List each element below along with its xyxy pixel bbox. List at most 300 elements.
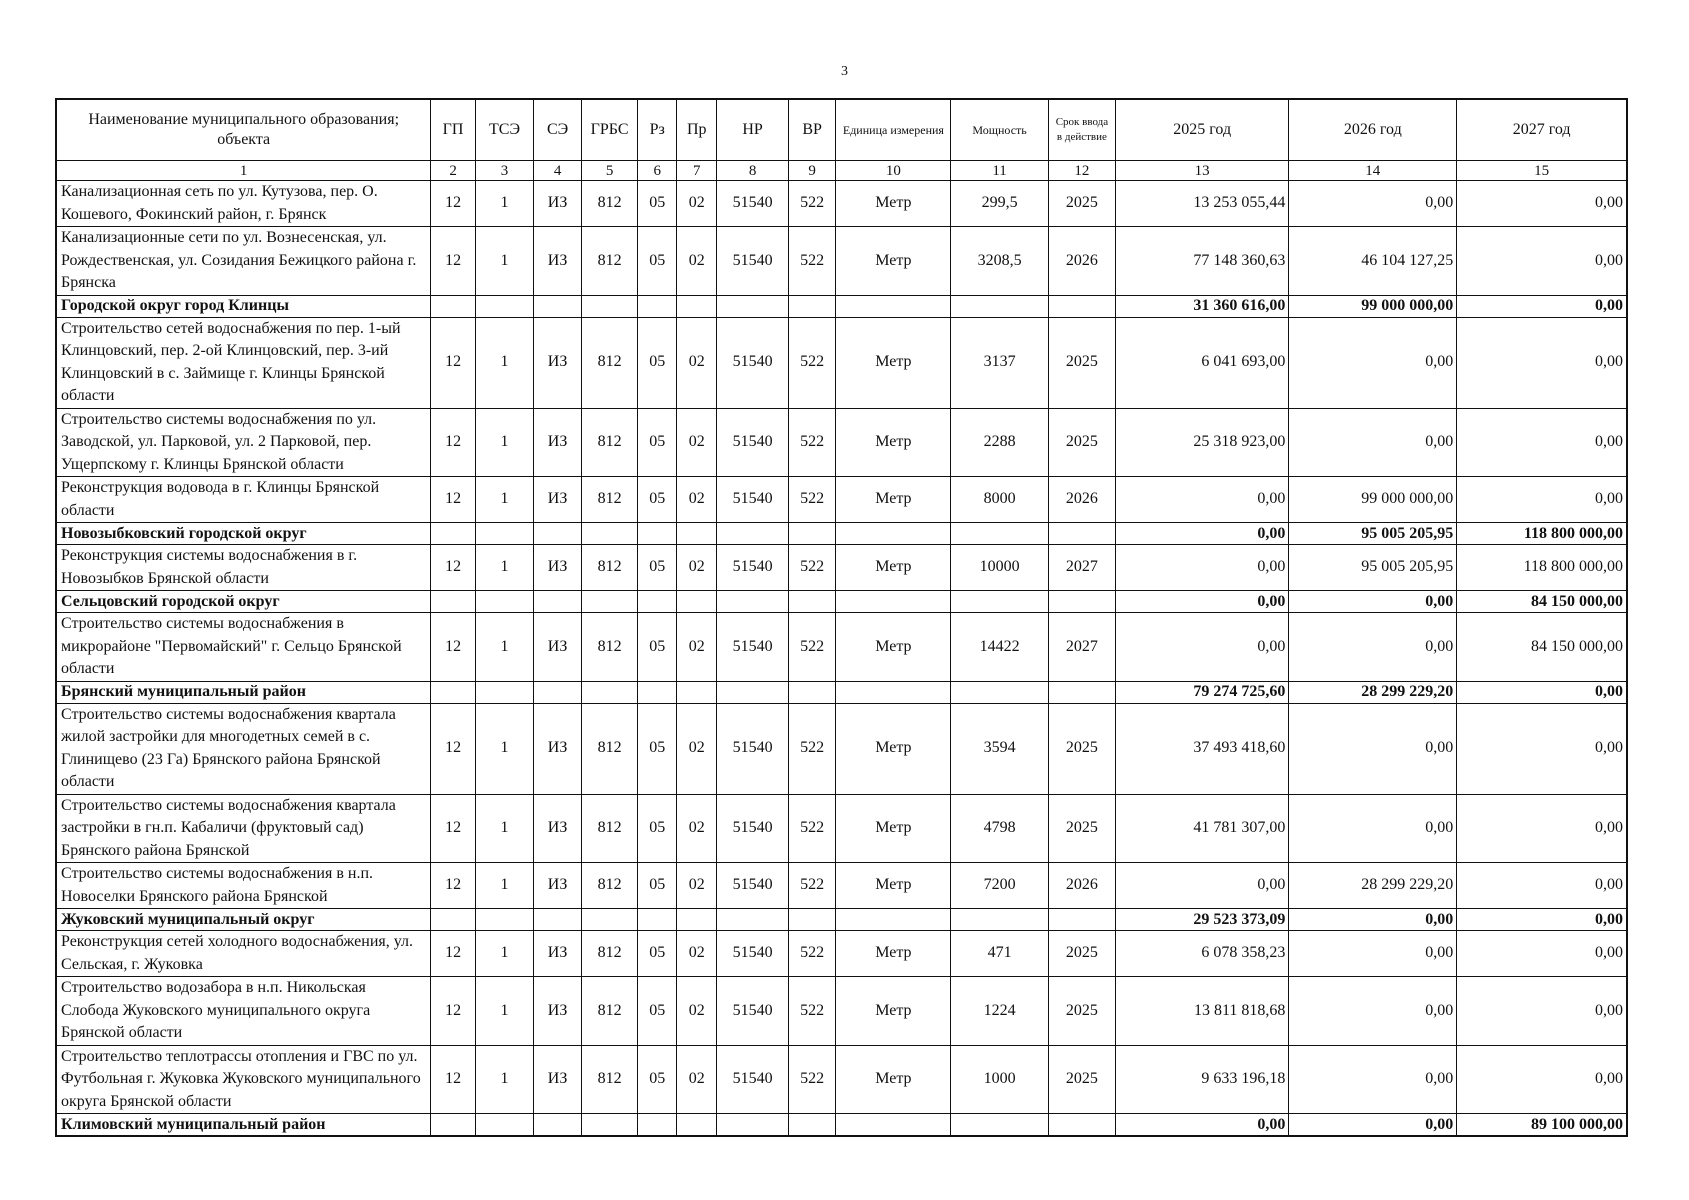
column-number: 8 xyxy=(717,161,789,181)
rz-cell: 05 xyxy=(638,181,677,227)
power-cell: 1000 xyxy=(951,1045,1049,1114)
gp-cell xyxy=(431,591,475,613)
gp-cell: 12 xyxy=(431,227,475,296)
power-cell: 3594 xyxy=(951,703,1049,794)
vr-cell: 522 xyxy=(788,317,836,408)
tse-cell: 1 xyxy=(475,794,534,863)
se-cell: ИЗ xyxy=(534,977,582,1046)
tse-cell xyxy=(475,295,534,317)
term-cell: 2026 xyxy=(1048,863,1115,909)
term-cell: 2025 xyxy=(1048,317,1115,408)
term-cell xyxy=(1048,681,1115,703)
table-row xyxy=(56,545,1627,591)
grbs-cell xyxy=(581,1114,637,1137)
name-cell: Строительство системы водоснабжения квартала застройки в гн.п. Кабаличи (фруктовый сад) Брянского района Брянской xyxy=(56,794,431,863)
rz-cell xyxy=(638,681,677,703)
gp-cell: 12 xyxy=(431,703,475,794)
power-cell: 10000 xyxy=(951,545,1049,591)
nr-cell xyxy=(717,591,789,613)
vr-cell: 522 xyxy=(788,977,836,1046)
pr-cell xyxy=(677,681,717,703)
investment-table xyxy=(55,98,1628,1137)
header-tse: ТСЭ xyxy=(475,99,534,161)
vr-cell xyxy=(788,523,836,545)
se-cell: ИЗ xyxy=(534,545,582,591)
nr-cell: 51540 xyxy=(717,181,789,227)
column-number: 4 xyxy=(534,161,582,181)
amount-2027-cell: 0,00 xyxy=(1457,703,1627,794)
amount-2026-cell: 95 005 205,95 xyxy=(1289,523,1457,545)
amount-2025-cell: 37 493 418,60 xyxy=(1116,703,1289,794)
name-cell: Климовский муниципальный район xyxy=(56,1114,431,1137)
nr-cell xyxy=(717,523,789,545)
term-cell: 2026 xyxy=(1048,227,1115,296)
nr-cell: 51540 xyxy=(717,613,789,682)
nr-cell: 51540 xyxy=(717,931,789,977)
amount-2027-cell: 0,00 xyxy=(1457,977,1627,1046)
unit-cell: Метр xyxy=(836,794,951,863)
group-total-row xyxy=(56,909,1627,931)
se-cell xyxy=(534,591,582,613)
vr-cell: 522 xyxy=(788,477,836,523)
grbs-cell: 812 xyxy=(581,545,637,591)
column-number: 7 xyxy=(677,161,717,181)
amount-2025-cell: 0,00 xyxy=(1116,591,1289,613)
tse-cell: 1 xyxy=(475,408,534,477)
amount-2026-cell: 46 104 127,25 xyxy=(1289,227,1457,296)
unit-cell: Метр xyxy=(836,545,951,591)
pr-cell xyxy=(677,295,717,317)
se-cell: ИЗ xyxy=(534,703,582,794)
amount-2027-cell: 0,00 xyxy=(1457,1045,1627,1114)
rz-cell xyxy=(638,591,677,613)
group-total-row xyxy=(56,295,1627,317)
unit-cell: Метр xyxy=(836,931,951,977)
amount-2025-cell: 6 041 693,00 xyxy=(1116,317,1289,408)
name-cell: Строительство системы водоснабжения по ул. Заводской, ул. Парковой, ул. 2 Парковой, пер. Ущерпскому г. Клинцы Брянской области xyxy=(56,408,431,477)
tse-cell xyxy=(475,909,534,931)
nr-cell: 51540 xyxy=(717,227,789,296)
table-row xyxy=(56,613,1627,682)
power-cell: 7200 xyxy=(951,863,1049,909)
gp-cell: 12 xyxy=(431,863,475,909)
name-cell: Строительство системы водоснабжения в микрорайоне "Первомайский" г. Сельцо Брянской области xyxy=(56,613,431,682)
gp-cell: 12 xyxy=(431,794,475,863)
amount-2027-cell: 89 100 000,00 xyxy=(1457,1114,1627,1137)
unit-cell: Метр xyxy=(836,317,951,408)
header-rz: Рз xyxy=(638,99,677,161)
rz-cell xyxy=(638,523,677,545)
power-cell: 1224 xyxy=(951,977,1049,1046)
header-term: Срок ввода в действие xyxy=(1048,99,1115,161)
se-cell xyxy=(534,909,582,931)
amount-2025-cell: 0,00 xyxy=(1116,523,1289,545)
grbs-cell: 812 xyxy=(581,1045,637,1114)
unit-cell xyxy=(836,909,951,931)
rz-cell: 05 xyxy=(638,545,677,591)
se-cell: ИЗ xyxy=(534,408,582,477)
pr-cell xyxy=(677,591,717,613)
table-row xyxy=(56,977,1627,1046)
power-cell: 4798 xyxy=(951,794,1049,863)
name-cell: Новозыбковский городской округ xyxy=(56,523,431,545)
pr-cell: 02 xyxy=(677,977,717,1046)
rz-cell: 05 xyxy=(638,977,677,1046)
header-vr: ВР xyxy=(788,99,836,161)
grbs-cell: 812 xyxy=(581,613,637,682)
column-number: 15 xyxy=(1457,161,1627,181)
table-row xyxy=(56,703,1627,794)
rz-cell: 05 xyxy=(638,931,677,977)
name-cell: Канализационная сеть по ул. Кутузова, пер. О. Кошевого, Фокинский район, г. Брянск xyxy=(56,181,431,227)
se-cell xyxy=(534,523,582,545)
rz-cell: 05 xyxy=(638,794,677,863)
grbs-cell: 812 xyxy=(581,703,637,794)
rz-cell: 05 xyxy=(638,227,677,296)
vr-cell: 522 xyxy=(788,408,836,477)
term-cell: 2025 xyxy=(1048,931,1115,977)
vr-cell xyxy=(788,1114,836,1137)
amount-2026-cell: 0,00 xyxy=(1289,931,1457,977)
gp-cell: 12 xyxy=(431,317,475,408)
unit-cell xyxy=(836,591,951,613)
grbs-cell xyxy=(581,681,637,703)
name-cell: Городской округ город Клинцы xyxy=(56,295,431,317)
vr-cell xyxy=(788,295,836,317)
pr-cell xyxy=(677,909,717,931)
gp-cell xyxy=(431,295,475,317)
nr-cell: 51540 xyxy=(717,1045,789,1114)
group-total-row xyxy=(56,591,1627,613)
pr-cell xyxy=(677,1114,717,1137)
nr-cell: 51540 xyxy=(717,977,789,1046)
header-gp: ГП xyxy=(431,99,475,161)
power-cell: 471 xyxy=(951,931,1049,977)
unit-cell xyxy=(836,681,951,703)
unit-cell: Метр xyxy=(836,977,951,1046)
table-row xyxy=(56,1045,1627,1114)
rz-cell: 05 xyxy=(638,703,677,794)
pr-cell: 02 xyxy=(677,408,717,477)
se-cell xyxy=(534,295,582,317)
rz-cell: 05 xyxy=(638,408,677,477)
amount-2025-cell: 25 318 923,00 xyxy=(1116,408,1289,477)
amount-2026-cell: 0,00 xyxy=(1289,1045,1457,1114)
name-cell: Канализационные сети по ул. Вознесенская, ул. Рождественская, ул. Созидания Бежицкого района г. Брянска xyxy=(56,227,431,296)
amount-2027-cell: 0,00 xyxy=(1457,295,1627,317)
rz-cell: 05 xyxy=(638,1045,677,1114)
unit-cell: Метр xyxy=(836,181,951,227)
pr-cell: 02 xyxy=(677,477,717,523)
vr-cell: 522 xyxy=(788,613,836,682)
grbs-cell: 812 xyxy=(581,477,637,523)
vr-cell xyxy=(788,909,836,931)
power-cell xyxy=(951,295,1049,317)
tse-cell: 1 xyxy=(475,545,534,591)
grbs-cell: 812 xyxy=(581,863,637,909)
unit-cell xyxy=(836,1114,951,1137)
amount-2026-cell: 0,00 xyxy=(1289,317,1457,408)
nr-cell: 51540 xyxy=(717,317,789,408)
se-cell: ИЗ xyxy=(534,794,582,863)
grbs-cell: 812 xyxy=(581,408,637,477)
column-number: 9 xyxy=(788,161,836,181)
column-number: 3 xyxy=(475,161,534,181)
table-row xyxy=(56,181,1627,227)
name-cell: Строительство системы водоснабжения квартала жилой застройки для многодетных семей в с. Глинищево (23 Га) Брянского района Брянской области xyxy=(56,703,431,794)
grbs-cell: 812 xyxy=(581,181,637,227)
amount-2026-cell: 0,00 xyxy=(1289,909,1457,931)
term-cell xyxy=(1048,295,1115,317)
vr-cell: 522 xyxy=(788,181,836,227)
term-cell xyxy=(1048,1114,1115,1137)
nr-cell xyxy=(717,909,789,931)
rz-cell: 05 xyxy=(638,613,677,682)
name-cell: Реконструкция системы водоснабжения в г. Новозыбков Брянской области xyxy=(56,545,431,591)
page-number: 3 xyxy=(841,64,848,79)
power-cell xyxy=(951,909,1049,931)
amount-2025-cell: 0,00 xyxy=(1116,613,1289,682)
gp-cell: 12 xyxy=(431,1045,475,1114)
grbs-cell: 812 xyxy=(581,227,637,296)
nr-cell: 51540 xyxy=(717,477,789,523)
vr-cell xyxy=(788,681,836,703)
table-row xyxy=(56,317,1627,408)
term-cell: 2025 xyxy=(1048,794,1115,863)
amount-2025-cell: 79 274 725,60 xyxy=(1116,681,1289,703)
amount-2027-cell: 118 800 000,00 xyxy=(1457,523,1627,545)
table-row xyxy=(56,477,1627,523)
pr-cell: 02 xyxy=(677,931,717,977)
column-number: 6 xyxy=(638,161,677,181)
amount-2025-cell: 0,00 xyxy=(1116,863,1289,909)
name-cell: Жуковский муниципальный округ xyxy=(56,909,431,931)
nr-cell: 51540 xyxy=(717,545,789,591)
se-cell xyxy=(534,681,582,703)
table-row xyxy=(56,794,1627,863)
amount-2025-cell: 13 811 818,68 xyxy=(1116,977,1289,1046)
amount-2027-cell: 0,00 xyxy=(1457,227,1627,296)
power-cell: 2288 xyxy=(951,408,1049,477)
unit-cell: Метр xyxy=(836,1045,951,1114)
amount-2026-cell: 0,00 xyxy=(1289,794,1457,863)
rz-cell: 05 xyxy=(638,317,677,408)
term-cell xyxy=(1048,591,1115,613)
term-cell xyxy=(1048,909,1115,931)
table-row xyxy=(56,408,1627,477)
table-row xyxy=(56,227,1627,296)
amount-2025-cell: 77 148 360,63 xyxy=(1116,227,1289,296)
amount-2025-cell: 0,00 xyxy=(1116,477,1289,523)
tse-cell: 1 xyxy=(475,613,534,682)
gp-cell xyxy=(431,909,475,931)
tse-cell: 1 xyxy=(475,227,534,296)
amount-2025-cell: 29 523 373,09 xyxy=(1116,909,1289,931)
gp-cell: 12 xyxy=(431,977,475,1046)
amount-2025-cell: 41 781 307,00 xyxy=(1116,794,1289,863)
pr-cell: 02 xyxy=(677,703,717,794)
power-cell xyxy=(951,681,1049,703)
power-cell: 3208,5 xyxy=(951,227,1049,296)
gp-cell: 12 xyxy=(431,477,475,523)
se-cell: ИЗ xyxy=(534,931,582,977)
tse-cell xyxy=(475,1114,534,1137)
tse-cell xyxy=(475,591,534,613)
gp-cell: 12 xyxy=(431,545,475,591)
amount-2027-cell: 0,00 xyxy=(1457,909,1627,931)
vr-cell: 522 xyxy=(788,545,836,591)
term-cell: 2025 xyxy=(1048,181,1115,227)
nr-cell xyxy=(717,681,789,703)
vr-cell: 522 xyxy=(788,703,836,794)
column-number: 13 xyxy=(1116,161,1289,181)
amount-2027-cell: 84 150 000,00 xyxy=(1457,613,1627,682)
vr-cell: 522 xyxy=(788,1045,836,1114)
tse-cell: 1 xyxy=(475,931,534,977)
rz-cell xyxy=(638,909,677,931)
power-cell: 3137 xyxy=(951,317,1049,408)
grbs-cell: 812 xyxy=(581,977,637,1046)
name-cell: Строительство сетей водоснабжения по пер. 1-ый Клинцовский, пер. 2-ой Клинцовский, пер. 3-ий Клинцовский в с. Займище г. Клинцы Брянской области xyxy=(56,317,431,408)
amount-2027-cell: 0,00 xyxy=(1457,408,1627,477)
nr-cell: 51540 xyxy=(717,794,789,863)
amount-2026-cell: 0,00 xyxy=(1289,613,1457,682)
pr-cell: 02 xyxy=(677,227,717,296)
power-cell xyxy=(951,591,1049,613)
header-unit: Единица измерения xyxy=(836,99,951,161)
header-grbs: ГРБС xyxy=(581,99,637,161)
table-row xyxy=(56,863,1627,909)
header-name: Наименование муниципального образования; объекта xyxy=(56,99,431,161)
nr-cell xyxy=(717,1114,789,1137)
header-2027: 2027 год xyxy=(1457,99,1627,161)
gp-cell: 12 xyxy=(431,408,475,477)
amount-2027-cell: 0,00 xyxy=(1457,317,1627,408)
pr-cell: 02 xyxy=(677,1045,717,1114)
power-cell: 8000 xyxy=(951,477,1049,523)
unit-cell: Метр xyxy=(836,408,951,477)
rz-cell: 05 xyxy=(638,477,677,523)
vr-cell xyxy=(788,591,836,613)
column-number: 11 xyxy=(951,161,1049,181)
amount-2027-cell: 0,00 xyxy=(1457,477,1627,523)
amount-2027-cell: 84 150 000,00 xyxy=(1457,591,1627,613)
amount-2026-cell: 0,00 xyxy=(1289,591,1457,613)
unit-cell xyxy=(836,523,951,545)
tse-cell: 1 xyxy=(475,317,534,408)
header-power: Мощность xyxy=(951,99,1049,161)
amount-2026-cell: 99 000 000,00 xyxy=(1289,295,1457,317)
amount-2026-cell: 0,00 xyxy=(1289,181,1457,227)
amount-2027-cell: 0,00 xyxy=(1457,181,1627,227)
header-pr: Пр xyxy=(677,99,717,161)
pr-cell: 02 xyxy=(677,794,717,863)
grbs-cell: 812 xyxy=(581,931,637,977)
rz-cell: 05 xyxy=(638,863,677,909)
amount-2025-cell: 0,00 xyxy=(1116,545,1289,591)
gp-cell: 12 xyxy=(431,181,475,227)
name-cell: Строительство теплотрассы отопления и ГВС по ул. Футбольная г. Жуковка Жуковского муниципального округа Брянской области xyxy=(56,1045,431,1114)
name-cell: Сельцовский городской округ xyxy=(56,591,431,613)
tse-cell xyxy=(475,523,534,545)
pr-cell: 02 xyxy=(677,613,717,682)
column-number: 14 xyxy=(1289,161,1457,181)
term-cell: 2025 xyxy=(1048,977,1115,1046)
column-number: 10 xyxy=(836,161,951,181)
gp-cell xyxy=(431,523,475,545)
se-cell: ИЗ xyxy=(534,181,582,227)
amount-2025-cell: 9 633 196,18 xyxy=(1116,1045,1289,1114)
amount-2026-cell: 0,00 xyxy=(1289,1114,1457,1137)
se-cell: ИЗ xyxy=(534,477,582,523)
se-cell: ИЗ xyxy=(534,1045,582,1114)
grbs-cell: 812 xyxy=(581,317,637,408)
vr-cell: 522 xyxy=(788,227,836,296)
column-number: 12 xyxy=(1048,161,1115,181)
gp-cell: 12 xyxy=(431,613,475,682)
column-number: 5 xyxy=(581,161,637,181)
power-cell: 299,5 xyxy=(951,181,1049,227)
unit-cell xyxy=(836,295,951,317)
column-number-row xyxy=(56,161,1627,181)
term-cell xyxy=(1048,523,1115,545)
tse-cell: 1 xyxy=(475,477,534,523)
grbs-cell xyxy=(581,909,637,931)
rz-cell xyxy=(638,1114,677,1137)
amount-2026-cell: 95 005 205,95 xyxy=(1289,545,1457,591)
gp-cell xyxy=(431,1114,475,1137)
pr-cell: 02 xyxy=(677,863,717,909)
se-cell: ИЗ xyxy=(534,227,582,296)
tse-cell: 1 xyxy=(475,977,534,1046)
name-cell: Реконструкция сетей холодного водоснабжения, ул. Сельская, г. Жуковка xyxy=(56,931,431,977)
amount-2026-cell: 0,00 xyxy=(1289,977,1457,1046)
se-cell: ИЗ xyxy=(534,317,582,408)
nr-cell xyxy=(717,295,789,317)
header-2026: 2026 год xyxy=(1289,99,1457,161)
pr-cell: 02 xyxy=(677,545,717,591)
table-row xyxy=(56,931,1627,977)
unit-cell: Метр xyxy=(836,863,951,909)
amount-2026-cell: 28 299 229,20 xyxy=(1289,681,1457,703)
tse-cell: 1 xyxy=(475,863,534,909)
amount-2026-cell: 99 000 000,00 xyxy=(1289,477,1457,523)
group-total-row xyxy=(56,1114,1627,1137)
gp-cell xyxy=(431,681,475,703)
nr-cell: 51540 xyxy=(717,408,789,477)
vr-cell: 522 xyxy=(788,863,836,909)
name-cell: Строительство водозабора в н.п. Никольская Слобода Жуковского муниципального округа Брянской области xyxy=(56,977,431,1046)
amount-2026-cell: 0,00 xyxy=(1289,703,1457,794)
amount-2026-cell: 28 299 229,20 xyxy=(1289,863,1457,909)
term-cell: 2027 xyxy=(1048,613,1115,682)
header-row xyxy=(56,99,1627,161)
column-number: 2 xyxy=(431,161,475,181)
vr-cell: 522 xyxy=(788,931,836,977)
name-cell: Строительство системы водоснабжения в н.п. Новоселки Брянского района Брянской xyxy=(56,863,431,909)
unit-cell: Метр xyxy=(836,703,951,794)
power-cell xyxy=(951,1114,1049,1137)
amount-2025-cell: 31 360 616,00 xyxy=(1116,295,1289,317)
group-total-row xyxy=(56,523,1627,545)
gp-cell: 12 xyxy=(431,931,475,977)
header-nr: НР xyxy=(717,99,789,161)
tse-cell: 1 xyxy=(475,181,534,227)
grbs-cell xyxy=(581,591,637,613)
unit-cell: Метр xyxy=(836,613,951,682)
se-cell: ИЗ xyxy=(534,613,582,682)
tse-cell: 1 xyxy=(475,1045,534,1114)
